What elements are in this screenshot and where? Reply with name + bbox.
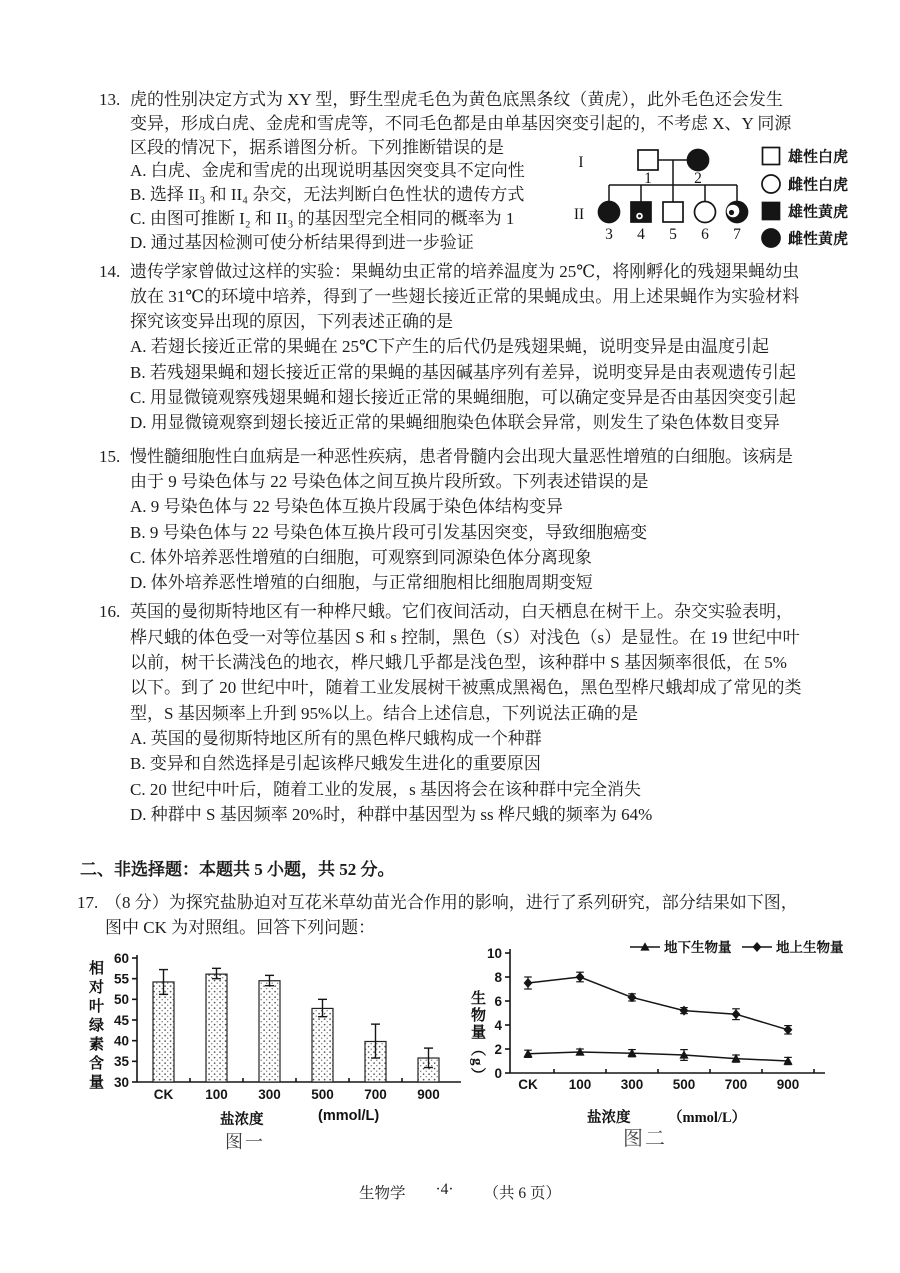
page-footer xyxy=(0,1181,900,1203)
svg-text:2: 2 xyxy=(694,170,702,187)
option-line: D. 体外培养恶性增殖的白细胞，与正常细胞相比细胞周期变短 xyxy=(130,573,593,593)
option-line: B. 9 号染色体与 22 号染色体互换片段可引发基因突变，导致细胞癌变 xyxy=(130,522,648,542)
svg-text:50: 50 xyxy=(113,992,129,1008)
svg-text:100: 100 xyxy=(205,1087,228,1102)
svg-text:I: I xyxy=(578,154,584,171)
svg-text:10: 10 xyxy=(486,945,502,961)
svg-text:2: 2 xyxy=(494,1041,502,1057)
line-chart-figure-2 xyxy=(455,934,895,1174)
svg-text:地上生物量: 地上生物量 xyxy=(776,940,844,955)
question-number: 14. xyxy=(99,261,121,281)
svg-text:CK: CK xyxy=(518,1077,538,1092)
line-chart-plot xyxy=(480,934,885,1099)
svg-text:55: 55 xyxy=(113,971,129,987)
figure2-x-axis-title: 盐浓度 xyxy=(587,1110,631,1126)
figure2-x-axis-unit: （mmol/L） xyxy=(668,1110,747,1126)
question-16 xyxy=(99,599,889,827)
figure1-x-axis-title: 盐浓度 xyxy=(220,1112,264,1128)
stem-line: 桦尺蛾的体色受一对等位基因 S 和 s 控制，黑色（S）对浅色（s）是显性。在 19 世纪中叶 xyxy=(130,627,800,647)
stem-line: 慢性髓细胞性白血病是一种恶性疾病，患者骨髓内会出现大量恶性增殖的白细胞。该病是 xyxy=(130,446,793,466)
stem-line: 变异，形成白虎、金虎和雪虎等，不同毛色都是由单基因突变引起的，不考虑 X、Y 同源 xyxy=(130,113,792,133)
bar-chart-figure-1 xyxy=(75,946,465,1171)
svg-text:4: 4 xyxy=(494,1017,502,1033)
svg-text:5: 5 xyxy=(669,226,677,243)
svg-text:II: II xyxy=(573,206,585,223)
stem-line: 放在 31℃的环境中培养，得到了一些翅长接近正常的果蝇成虫。用上述果蝇作为实验材料 xyxy=(130,286,800,306)
pedigree-figure xyxy=(568,142,880,254)
svg-text:3: 3 xyxy=(605,226,613,243)
stem-line: 以下。到了 20 世纪中叶，随着工业发展树干被熏成黑褐色，黑色型桦尺蛾却成了常见的类 xyxy=(130,678,802,698)
question-14 xyxy=(99,259,889,436)
svg-text:300: 300 xyxy=(258,1087,281,1102)
option-line: D. 种群中 S 基因频率 20%时，种群中基因型为 ss 桦尺蛾的频率为 64% xyxy=(130,804,653,824)
svg-text:900: 900 xyxy=(417,1087,440,1102)
figure1-caption: 图一 xyxy=(225,1132,265,1152)
footer-subject: 生物学 xyxy=(358,1185,406,1202)
stem-line: 虎的性别决定方式为 XY 型，野生型虎毛色为黄色底黑条纹（黄虎），此外毛色还会发生 xyxy=(130,90,783,109)
svg-text:1: 1 xyxy=(644,170,652,187)
figure2-y-axis-title: 生物量（g） xyxy=(469,990,485,1085)
svg-text:6: 6 xyxy=(494,993,502,1009)
stem-line: 区段的情况下，据系谱图分析。下列推断错误的是 xyxy=(130,137,504,157)
svg-text:6: 6 xyxy=(701,226,709,243)
question-number: 16. xyxy=(99,602,121,622)
stem-line: 探究该变异出现的原因，下列表述正确的是 xyxy=(130,312,453,332)
stem-line: 遗传学家曾做过这样的实验：果蝇幼虫正常的培养温度为 25℃，将刚孵化的残翅果蝇幼虫 xyxy=(130,261,800,281)
question-number: 15. xyxy=(99,446,121,466)
svg-text:40: 40 xyxy=(113,1033,129,1049)
stem-line: 图中 CK 为对照组。回答下列问题： xyxy=(105,918,376,938)
option-line: C. 由图可推断 I₂ 和 II₃ 的基因型完全相同的概率为 1 xyxy=(130,208,515,228)
stem-line: 以前，树干长满浅色的地衣，桦尺蛾几乎都是浅色型，该种群中 S 基因频率很低，在 5% xyxy=(130,653,787,673)
option-line: C. 20 世纪中叶后，随着工业的发展，s 基因将会在该种群中完全消失 xyxy=(130,779,641,799)
svg-text:8: 8 xyxy=(494,969,502,985)
question-number: 13. xyxy=(99,90,121,109)
bar-chart-plot xyxy=(103,946,463,1106)
figure1-x-axis-unit: (mmol/L) xyxy=(318,1108,380,1124)
svg-text:45: 45 xyxy=(113,1012,129,1028)
option-line: D. 通过基因检测可使分析结果得到进一步验证 xyxy=(130,232,474,252)
option-line: A. 白虎、金虎和雪虎的出现说明基因突变具不定向性 xyxy=(130,161,525,181)
pedigree-diagram xyxy=(568,142,880,254)
figure2-caption: 图二 xyxy=(623,1128,667,1150)
svg-text:100: 100 xyxy=(568,1077,592,1092)
figure1-y-axis-title: 相对叶绿素含量 xyxy=(87,960,103,1093)
svg-text:4: 4 xyxy=(637,226,645,243)
footer-total-pages: （共 6 页） xyxy=(483,1185,562,1202)
svg-text:CK: CK xyxy=(153,1087,174,1102)
option-line: B. 若残翅果蝇和翅长接近正常的果蝇的基因碱基序列有差异，说明变异是由表观遗传引起 xyxy=(130,362,796,382)
option-line: A. 英国的曼彻斯特地区所有的黑色桦尺蛾构成一个种群 xyxy=(130,728,542,748)
svg-text:雌性黄虎: 雌性黄虎 xyxy=(788,231,849,248)
option-line: D. 用显微镜观察到翅长接近正常的果蝇细胞染色体联会异常，则发生了染色体数目变异 xyxy=(130,413,780,433)
svg-text:300: 300 xyxy=(620,1077,644,1092)
stem-line: 英国的曼彻斯特地区有一种桦尺蛾。它们夜间活动，白天栖息在树干上。杂交实验表明， xyxy=(130,602,793,622)
option-line: C. 用显微镜观察残翅果蝇和翅长接近正常的果蝇细胞，可以确定变异是否由基因突变引起 xyxy=(130,388,796,408)
question-number: 17. xyxy=(77,893,99,913)
stem-line: （8 分）为探究盐胁迫对互花米草幼苗光合作用的影响，进行了系列研究，部分结果如下图， xyxy=(105,893,798,913)
stem-line: 由于 9 号染色体与 22 号染色体之间互换片段所致。下列表述错误的是 xyxy=(130,471,649,491)
svg-text:雄性白虎: 雄性白虎 xyxy=(788,149,849,166)
svg-text:500: 500 xyxy=(311,1087,334,1102)
footer-page-number: ·4· xyxy=(435,1181,454,1198)
stem-line: 型，S 基因频率上升到 95%以上。结合上述信息，下列说法正确的是 xyxy=(130,703,639,723)
svg-text:地下生物量: 地下生物量 xyxy=(664,940,732,955)
svg-text:700: 700 xyxy=(724,1077,748,1092)
svg-text:35: 35 xyxy=(113,1054,129,1070)
option-line: C. 体外培养恶性增殖的白细胞，可观察到同源染色体分离现象 xyxy=(130,547,592,567)
svg-text:30: 30 xyxy=(113,1074,129,1090)
option-line: B. 选择 II₃ 和 II₄ 杂交，无法判断白色性状的遗传方式 xyxy=(130,185,525,205)
svg-text:500: 500 xyxy=(672,1077,696,1092)
svg-text:60: 60 xyxy=(113,950,129,966)
option-line: B. 变异和自然选择是引起该桦尺蛾发生进化的重要原因 xyxy=(130,754,541,774)
svg-text:雄性黄虎: 雄性黄虎 xyxy=(788,204,849,221)
svg-text:雌性白虎: 雌性白虎 xyxy=(788,177,849,194)
svg-text:7: 7 xyxy=(733,226,741,243)
option-line: A. 9 号染色体与 22 号染色体互换片段属于染色体结构变异 xyxy=(130,497,564,517)
svg-text:0: 0 xyxy=(494,1065,502,1081)
question-15 xyxy=(99,444,889,596)
section-2-header: 二、非选择题：本题共 5 小题，共 52 分。 xyxy=(80,860,395,880)
svg-text:700: 700 xyxy=(364,1087,387,1102)
option-line: A. 若翅长接近正常的果蝇在 25℃下产生的后代仍是残翅果蝇，说明变异是由温度引起 xyxy=(130,337,770,357)
svg-text:900: 900 xyxy=(776,1077,800,1092)
